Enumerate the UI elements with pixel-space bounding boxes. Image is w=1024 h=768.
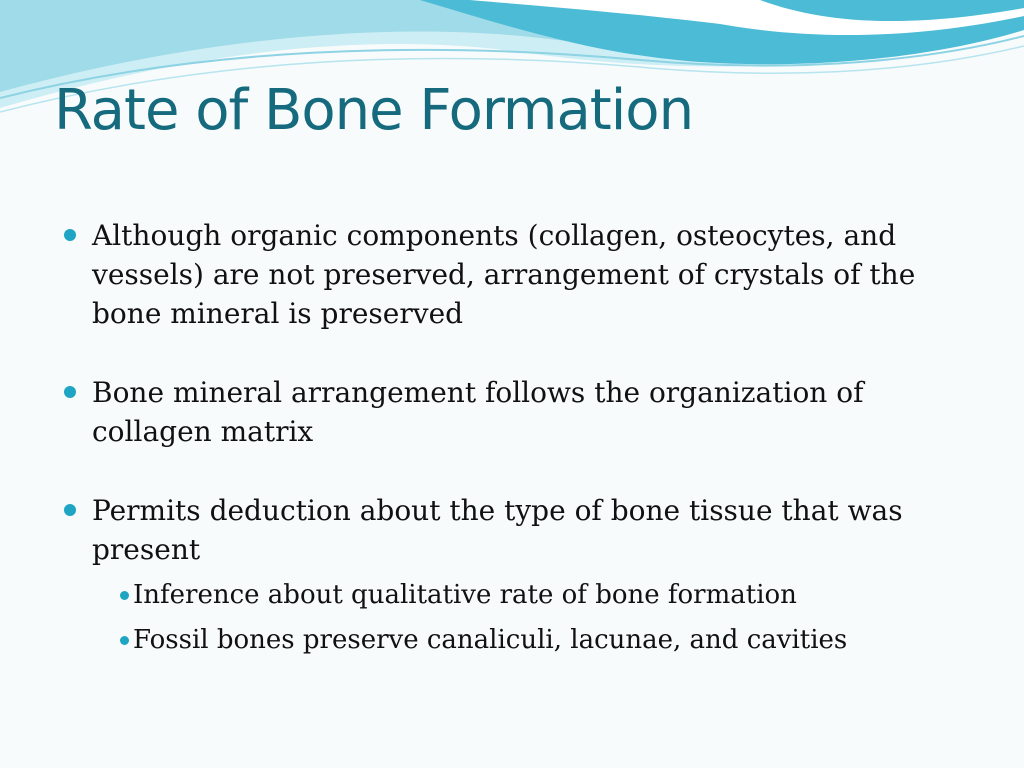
bullet-text: Bone mineral arrangement follows the organization of collagen matrix — [92, 376, 864, 448]
sub-bullet-dot-icon — [120, 591, 129, 600]
bullet-dot-icon — [64, 229, 76, 241]
sub-bullet-list — [92, 573, 982, 663]
sub-bullet-dot-icon — [120, 636, 129, 645]
bullet-item — [62, 373, 982, 451]
sub-bullet-item — [92, 618, 982, 663]
bullet-item — [62, 491, 982, 663]
bullet-text: Although organic components (collagen, osteocytes, and vessels) are not preserved, arrangement of crystals of the bone mineral is preserved — [92, 219, 916, 330]
sub-bullet-text: Fossil bones preserve canaliculi, lacunae, and cavities — [133, 625, 848, 655]
bullet-item — [62, 216, 982, 333]
bullet-dot-icon — [64, 504, 76, 516]
slide-title: Rate of Bone Formation — [54, 78, 694, 143]
bullet-list — [62, 216, 982, 663]
sub-bullet-item — [92, 573, 982, 618]
bullet-text: Permits deduction about the type of bone tissue that was present — [92, 494, 903, 566]
sub-bullet-text: Inference about qualitative rate of bone formation — [133, 580, 797, 610]
bullet-dot-icon — [64, 386, 76, 398]
